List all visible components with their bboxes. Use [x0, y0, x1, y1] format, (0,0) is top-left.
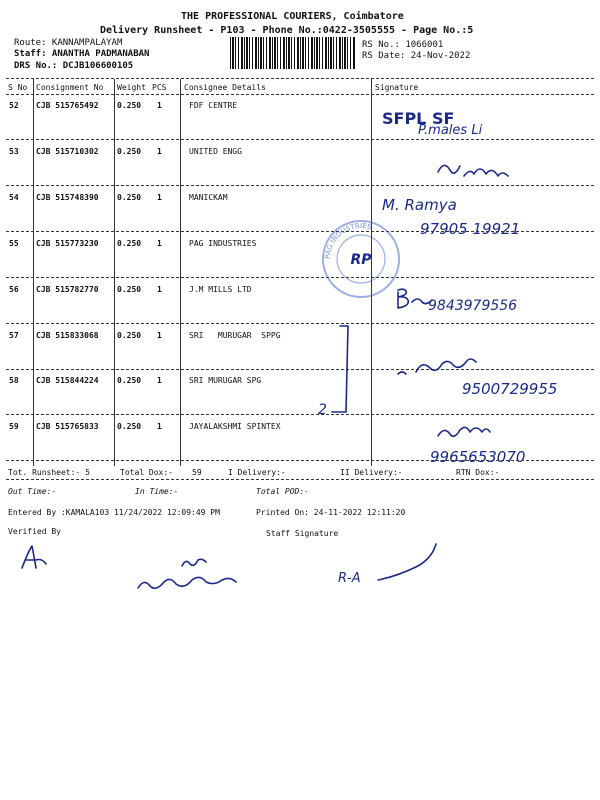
row-consignee: J.M MILLS LTD: [189, 285, 252, 294]
row-consignee: JAYALAKSHMI SPINTEX: [189, 422, 281, 431]
sfpl-stamp-text: SFPL SF: [382, 109, 455, 128]
row-weight: 0.250: [117, 101, 142, 110]
rs-number: RS No.: 1066001: [362, 40, 444, 50]
row-sno: 53: [9, 147, 19, 156]
total-pod: Total POD:-: [256, 487, 309, 496]
col-consignee: Consignee Details: [184, 83, 266, 92]
row-consignee: MANICKAM: [189, 193, 228, 202]
rtn-dox: RTN Dox:-: [456, 468, 500, 477]
total-dox-value: 59: [192, 468, 202, 477]
out-time: Out Time:-: [8, 487, 57, 496]
row-pcs: 1: [157, 422, 162, 431]
printed-on: Printed On: 24-11-2022 12:11:20: [256, 508, 406, 517]
row-sno: 58: [9, 376, 19, 385]
row56-phone: 9843979556: [428, 298, 518, 314]
verified-by: Verified By: [8, 527, 61, 536]
row-consignment: CJB 515710302: [36, 147, 99, 156]
row-consignment: CJB 515765833: [36, 422, 99, 431]
row58-phone: 9500729955: [462, 380, 558, 398]
row-consignment: CJB 515748390: [36, 193, 99, 202]
row-consignment: CJB 515782770: [36, 285, 99, 294]
row-sno: 55: [9, 239, 19, 248]
row-weight: 0.250: [117, 422, 142, 431]
row-consignee: SRI MURUGAR SPG: [189, 376, 262, 385]
row-weight: 0.250: [117, 239, 142, 248]
staff-name: Staff: ANANTHA PADMANABAN: [14, 49, 150, 59]
row-consignment: CJB 515833068: [36, 331, 99, 340]
row52-signature: P.males Li: [418, 123, 483, 138]
row-consignment: CJB 515844224: [36, 376, 99, 385]
runsheet-title: Delivery Runsheet - P103 - Phone No.:0422-3505555 - Page No.:5: [100, 25, 474, 36]
row-pcs: 1: [157, 239, 162, 248]
row-weight: 0.250: [117, 376, 142, 385]
row-consignee: SRI MURUGAR SPPG: [189, 331, 281, 340]
entered-by: Entered By :KAMALA103 11/24/2022 12:09:49 PM: [8, 508, 220, 517]
row53-signature-scrawl: [438, 165, 508, 176]
in-time: In Time:-: [135, 487, 179, 496]
row-sno: 56: [9, 285, 19, 294]
row-pcs: 1: [157, 101, 162, 110]
row54-name: M. Ramya: [382, 196, 457, 214]
row-consignee: FDF CENTRE: [189, 101, 238, 110]
row-consignee: UNITED ENGG: [189, 147, 242, 156]
signoff-initials: R-A: [338, 571, 361, 586]
row-pcs: 1: [157, 331, 162, 340]
staff-signature-scrawl: [138, 559, 236, 588]
row-sno: 52: [9, 101, 19, 110]
drs-number: DRS No.: DCJB106600105: [14, 61, 134, 71]
i-delivery: I Delivery:-: [228, 468, 286, 477]
row-weight: 0.250: [117, 285, 142, 294]
company-round-stamp: [316, 214, 406, 304]
company-title: THE PROFESSIONAL COURIERS, Coimbatore: [181, 11, 404, 22]
total-runsheet: Tot. Runsheet:- 5: [8, 468, 90, 477]
total-dox-label: Total Dox:-: [120, 468, 173, 477]
staff-signature-label: Staff Signature: [266, 529, 339, 538]
row-pcs: 1: [157, 193, 162, 202]
rs-date: RS Date: 24-Nov-2022: [362, 51, 471, 61]
row58-signature-scrawl: [398, 359, 476, 374]
col-signature: Signature: [375, 83, 419, 92]
route: Route: KANNAMPALAYAM: [14, 38, 123, 48]
mark-two: 2: [318, 402, 327, 418]
stamp-ring-text: PAG INDUSTRIES: [323, 221, 373, 260]
row-consignment: CJB 515765492: [36, 101, 99, 110]
col-consignment: Consignment No: [36, 83, 104, 92]
stamp-initials: RP: [350, 252, 372, 268]
row-pcs: 1: [157, 285, 162, 294]
row-consignment: CJB 515773230: [36, 239, 99, 248]
col-pcs: PCS: [152, 83, 167, 92]
row54-phone: 97905 19921: [420, 220, 521, 238]
row-weight: 0.250: [117, 331, 142, 340]
row59-signature-scrawl: [438, 427, 490, 436]
col-weight: Weight: [117, 83, 146, 92]
row59-phone: 9965653070: [430, 448, 526, 466]
signoff-stroke: [378, 544, 436, 580]
row-sno: 59: [9, 422, 19, 431]
row-weight: 0.250: [117, 147, 142, 156]
row-consignee: PAG INDUSTRIES: [189, 239, 257, 248]
row-sno: 57: [9, 331, 19, 340]
row-pcs: 1: [157, 376, 162, 385]
row-weight: 0.250: [117, 193, 142, 202]
row-pcs: 1: [157, 147, 162, 156]
verifier-signature: [22, 546, 46, 568]
ii-delivery: II Delivery:-: [340, 468, 403, 477]
row-sno: 54: [9, 193, 19, 202]
col-sno: S No: [8, 83, 28, 92]
bracket-mark: [332, 326, 348, 412]
